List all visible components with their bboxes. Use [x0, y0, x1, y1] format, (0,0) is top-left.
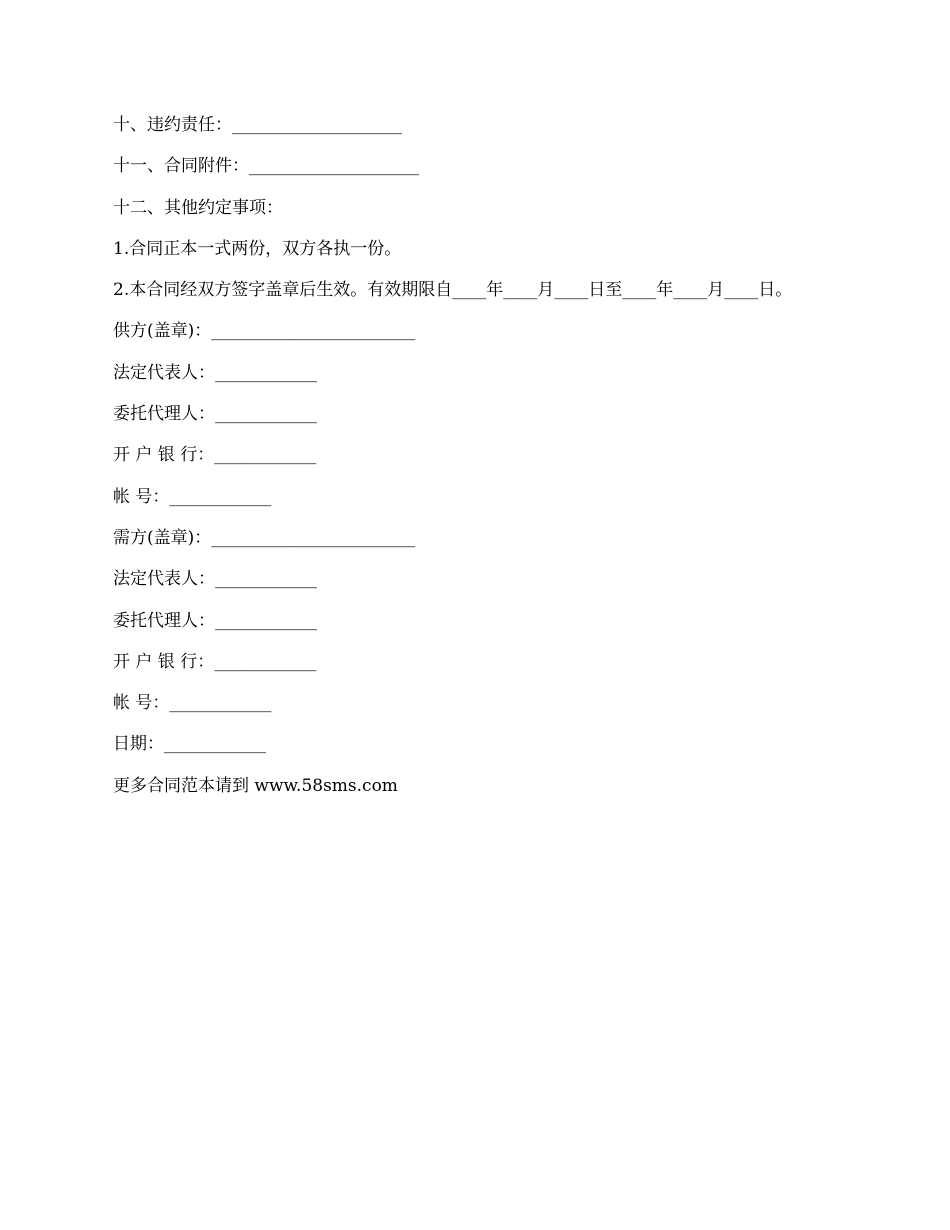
supplier-account-line: 帐 号：____________: [113, 486, 272, 507]
date-line: 日期：____________: [113, 734, 266, 755]
contract-attachments-line: 十一、合同附件：____________________: [113, 156, 419, 177]
buyer-bank-line: 开 户 银 行：____________: [113, 651, 317, 672]
buyer-seal-line: 需方(盖章)：________________________: [113, 527, 416, 548]
footer-website-line: 更多合同范本请到 www.58sms.com: [113, 775, 398, 796]
buyer-agent-line: 委托代理人：____________: [113, 610, 317, 631]
contract-page: [113, 112, 873, 814]
term-copies-line: 1.合同正本一式两份，双方各执一份。: [113, 238, 402, 259]
breach-liability-line: 十、违约责任：____________________: [113, 115, 402, 135]
supplier-bank-line: 开 户 银 行：____________: [113, 445, 317, 466]
supplier-agent-line: 委托代理人：____________: [113, 404, 317, 425]
term-validity-line: 2.本合同经双方签字盖章后生效。有效期限自____年____月____日至____年____月____日。: [113, 280, 793, 301]
supplier-seal-line: 供方(盖章)：________________________: [113, 321, 416, 342]
buyer-account-line: 帐 号：____________: [113, 693, 272, 714]
other-terms-heading: 十二、其他约定事项：: [113, 197, 283, 218]
supplier-legal-rep-line: 法定代表人：____________: [113, 362, 317, 383]
buyer-legal-rep-line: 法定代表人：____________: [113, 569, 317, 590]
